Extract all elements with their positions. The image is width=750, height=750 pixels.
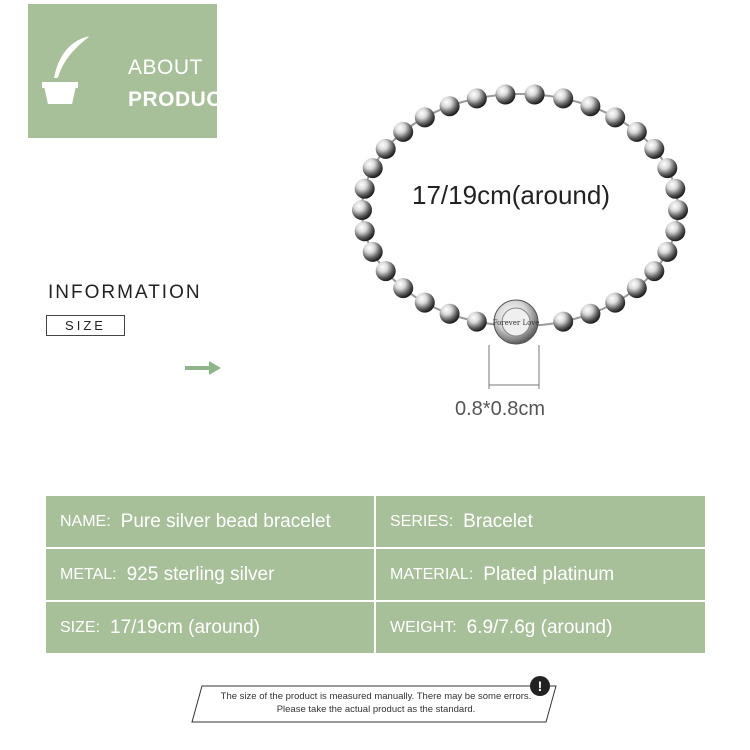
bracelet-bead [495, 85, 515, 105]
bracelet-bead [415, 107, 435, 127]
bracelet-bead [415, 293, 435, 313]
bracelet-bead [627, 122, 647, 142]
bracelet-bead [352, 200, 372, 220]
bracelet-bead [665, 221, 685, 241]
bracelet-bead [376, 261, 396, 281]
charm-engraving: Forever Love [492, 319, 540, 327]
bracelet-bead [467, 88, 487, 108]
bracelet-bead [657, 158, 677, 178]
bracelet-bead [644, 139, 664, 159]
bracelet-bead [376, 139, 396, 159]
spec-value: 925 sterling silver [126, 563, 275, 585]
spec-weight [376, 602, 705, 653]
spec-label: METAL: [60, 565, 117, 583]
bracelet-bead [605, 293, 625, 313]
information-title: INFORMATION [48, 282, 202, 303]
bracelet-bead [355, 221, 375, 241]
bead-size-label: 0.8*0.8cm [455, 398, 546, 420]
size-tag: SIZE [46, 315, 125, 336]
spec-label: WEIGHT: [390, 618, 457, 636]
spec-label: MATERIAL: [390, 565, 474, 583]
spec-material [376, 549, 705, 600]
bracelet-bead [393, 122, 413, 142]
product-heading: PRODUCT [128, 88, 236, 111]
about-product-banner [28, 4, 236, 138]
bracelet-bead [644, 261, 664, 281]
bracelet-bead [665, 179, 685, 199]
spec-series [376, 496, 705, 547]
bracelet-bead [440, 304, 460, 324]
exclamation-icon: ! [530, 676, 550, 696]
note-line-2: Please take the actual product as the standard. [276, 704, 476, 715]
bracelet-bead [467, 312, 487, 332]
bracelet-bead [657, 242, 677, 262]
bracelet-bead [363, 158, 383, 178]
quill-inkwell-icon [40, 34, 96, 106]
spec-metal [46, 549, 374, 600]
measurement-note [190, 676, 560, 724]
spec-label: NAME: [60, 512, 111, 530]
bracelet-bead [580, 96, 600, 116]
bracelet-bead [355, 179, 375, 199]
charm-bead [493, 300, 540, 344]
bracelet-bead [553, 88, 573, 108]
bead-dimension-lines [486, 345, 542, 391]
bracelet-bead [668, 200, 688, 220]
about-heading: ABOUT [128, 56, 203, 79]
spec-value: 17/19cm (around) [110, 616, 260, 638]
bracelet-bead [580, 304, 600, 324]
bracelet-bead [553, 312, 573, 332]
bracelet-bead [605, 107, 625, 127]
bracelet-bead [440, 96, 460, 116]
spec-value: Plated platinum [483, 563, 615, 585]
spec-label: SIZE: [60, 618, 101, 636]
spec-value: Bracelet [463, 510, 533, 532]
spec-name [46, 496, 374, 547]
circumference-label: 17/19cm(around) [412, 180, 610, 210]
bracelet-bead [363, 242, 383, 262]
spec-value: Pure silver bead bracelet [120, 510, 331, 532]
bracelet-bead [525, 85, 545, 105]
spec-table [46, 496, 705, 654]
note-line-1: The size of the product is measured manually. There may be some errors. [220, 691, 532, 702]
arrow-right-icon [185, 361, 221, 375]
bracelet-bead [627, 278, 647, 298]
spec-label: SERIES: [390, 512, 454, 530]
spec-size [46, 602, 374, 653]
bracelet-bead [393, 278, 413, 298]
spec-value: 6.9/7.6g (around) [466, 616, 613, 638]
